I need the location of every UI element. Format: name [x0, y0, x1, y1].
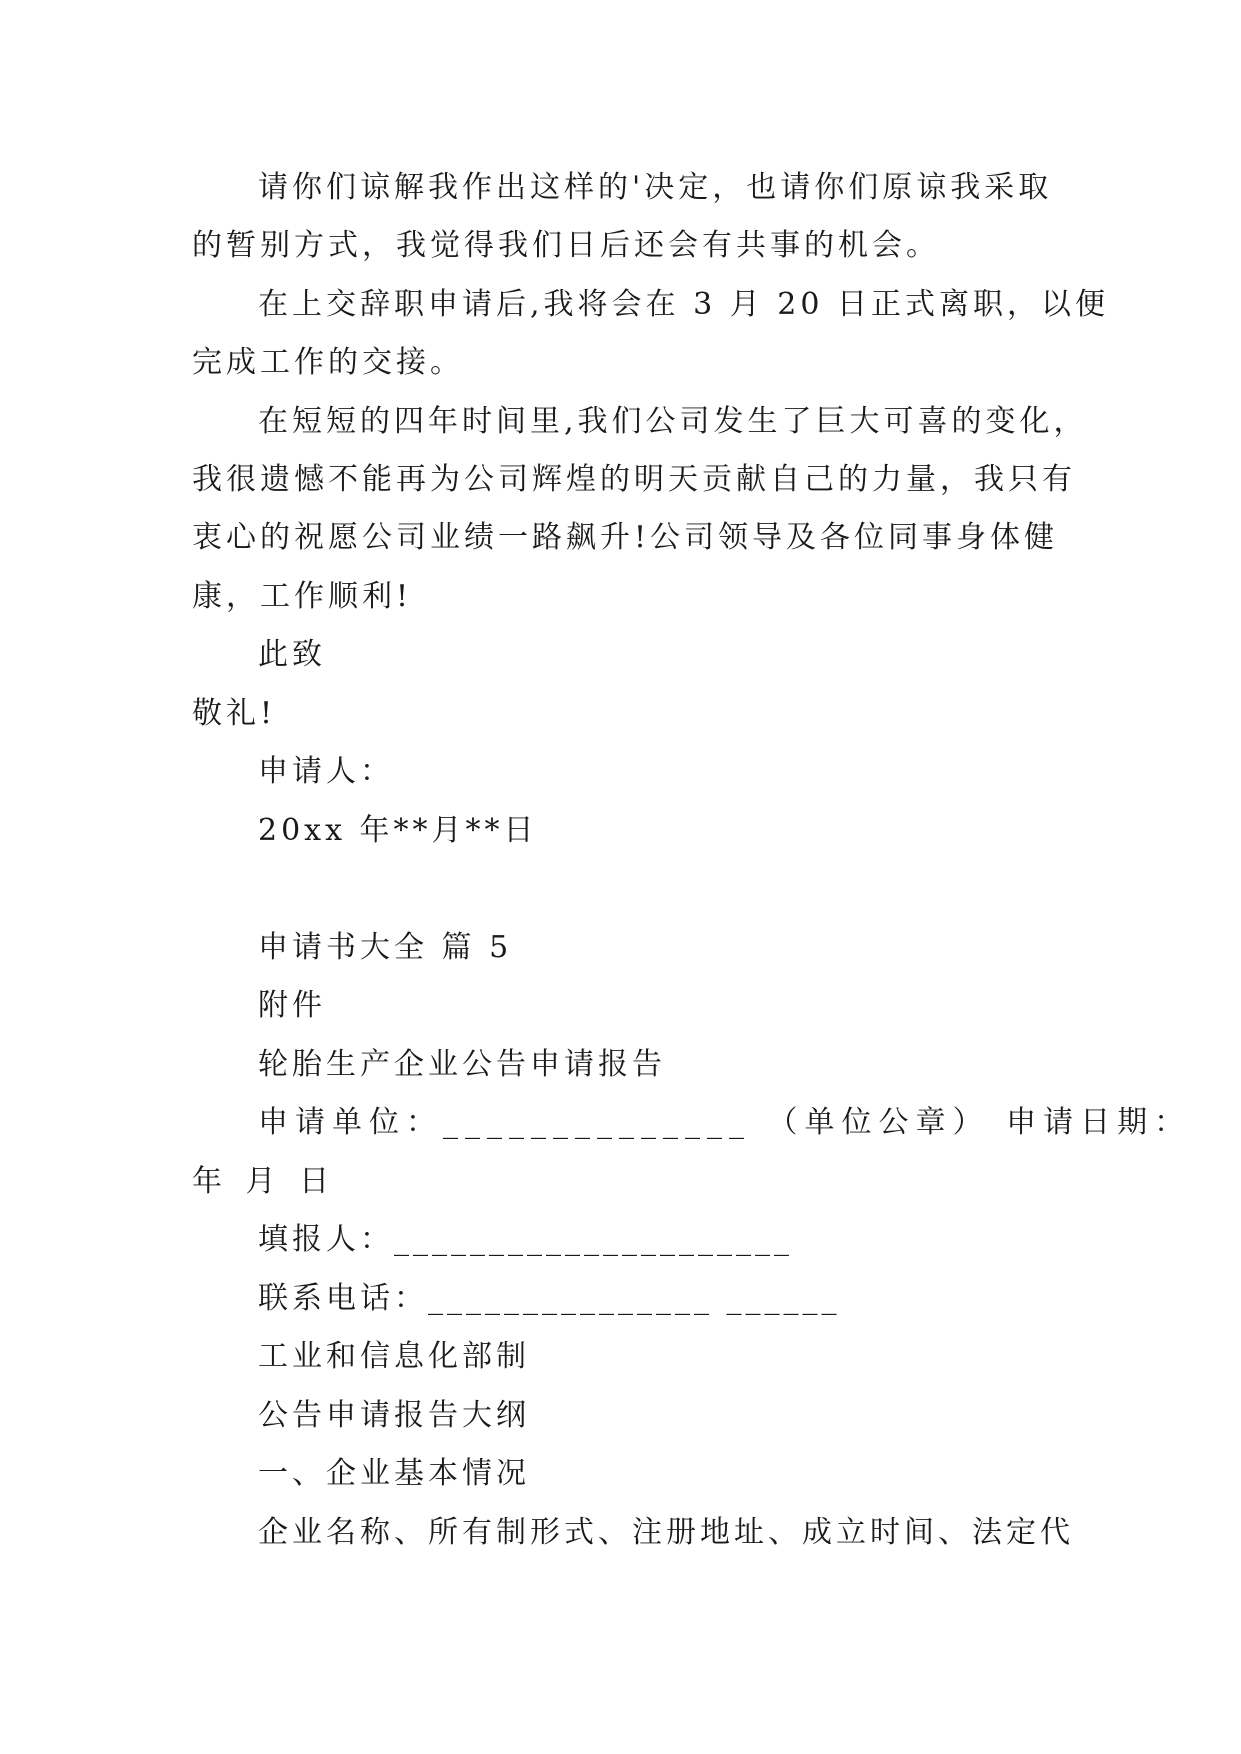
salutation-line: 敬礼! — [192, 696, 277, 731]
paragraph-line: 的暂别方式，我觉得我们日后还会有共事的机会。 — [192, 228, 940, 263]
paragraph-line: 企业名称、所有制形式、注册地址、成立时间、法定代 — [258, 1515, 1074, 1550]
closing-line: 此致 — [258, 637, 326, 672]
form-line-phone: 联系电话：_______________ ______ — [258, 1281, 841, 1316]
outline-title: 公告申请报告大纲 — [258, 1398, 530, 1433]
paragraph-line: 在短短的四年时间里,我们公司发生了巨大可喜的变化， — [258, 404, 1088, 439]
issuer-line: 工业和信息化部制 — [258, 1339, 530, 1374]
paragraph-line: 我很遗憾不能再为公司辉煌的明天贡献自己的力量，我只有 — [192, 462, 1076, 497]
paragraph-line: 康，工作顺利! — [192, 579, 413, 614]
paragraph-line: 完成工作的交接。 — [192, 345, 464, 380]
paragraph-line: 衷心的祝愿公司业绩一路飙升!公司领导及各位同事身体健 — [192, 520, 1059, 555]
report-title: 轮胎生产企业公告申请报告 — [258, 1047, 666, 1082]
date-line: 20xx 年**月**日 — [258, 813, 538, 848]
outline-heading: 一、企业基本情况 — [258, 1456, 530, 1491]
applicant-label: 申请人： — [258, 754, 394, 789]
attachment-label: 附件 — [258, 988, 326, 1023]
section-title: 申请书大全 篇 5 — [258, 930, 513, 965]
form-line-filler: 填报人：_____________________ — [258, 1222, 793, 1257]
paragraph-line: 请你们谅解我作出这样的'决定，也请你们原谅我采取 — [258, 170, 1053, 205]
form-line-date: 年 月 日 — [192, 1164, 337, 1199]
form-line-unit: 申请单位：______________ （单位公章） 申请日期： — [258, 1105, 1192, 1140]
paragraph-line: 在上交辞职申请后,我将会在 3 月 20 日正式离职，以便 — [258, 287, 1109, 322]
